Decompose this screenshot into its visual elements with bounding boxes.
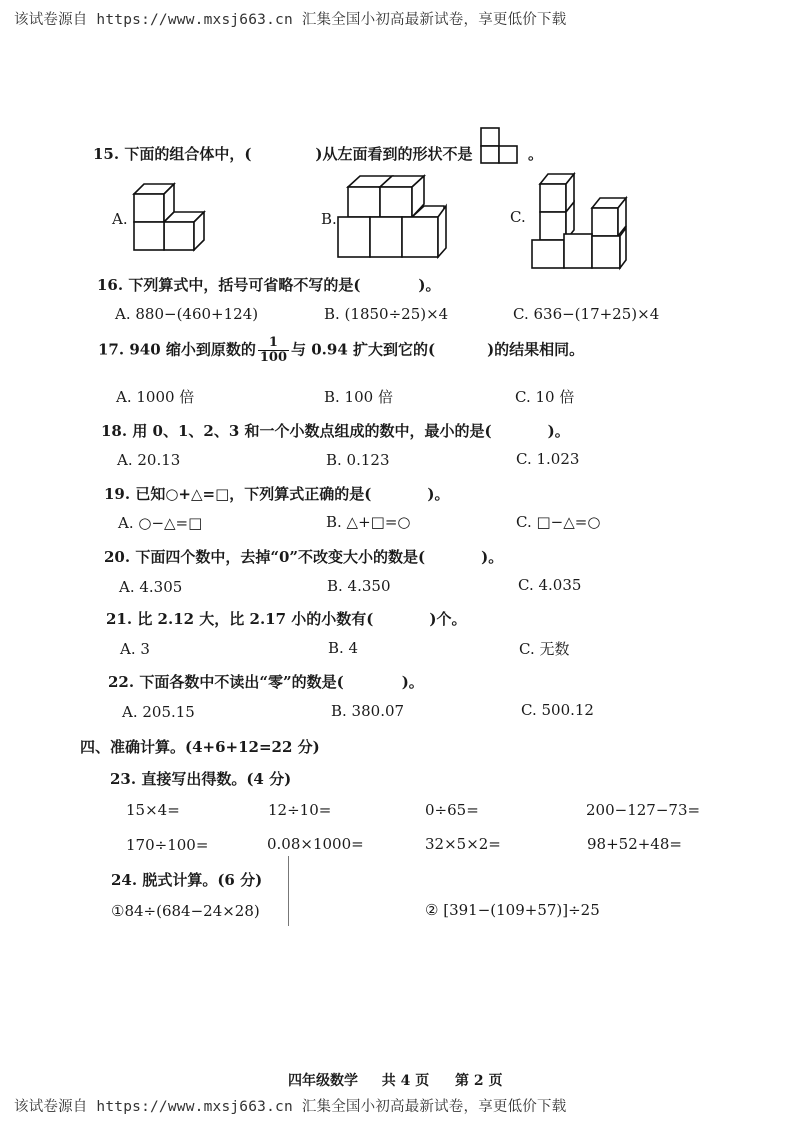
calc-item: 32×5×2= — [425, 835, 501, 853]
calc-item: 15×4= — [126, 801, 180, 819]
fraction-numerator: 1 — [258, 336, 289, 351]
question-20 — [104, 546, 503, 567]
q17-option-b: B. 100 倍 — [324, 388, 393, 406]
q16-option-b: B. (1850÷25)×4 — [324, 305, 449, 323]
q18-stem: 18. 用 0、1、2、3 和一个小数点组成的数中，最小的是( — [101, 422, 492, 440]
q15-option-b: B. — [321, 210, 337, 228]
q22-end: )。 — [401, 673, 424, 691]
q17-option-a: A. 1000 倍 — [116, 388, 195, 406]
q15-suffix: )从左面看到的形状不是 — [315, 145, 473, 163]
q20-end: )。 — [481, 548, 504, 566]
question-15 — [93, 143, 473, 164]
question-18 — [101, 420, 570, 441]
scan-artifact-line — [288, 856, 289, 926]
q17-prefix: 17. 940 缩小到原数的 — [98, 340, 256, 359]
q15-option-c: C. — [510, 208, 526, 226]
footer-page-number: 第 2 页 — [455, 1073, 503, 1089]
q22-stem: 22. 下面各数中不读出“零”的数是( — [108, 673, 344, 691]
question-21 — [106, 608, 466, 629]
q20-option-a: A. 4.305 — [119, 578, 183, 596]
q19-option-b: B. △+□=○ — [326, 513, 411, 531]
footer-watermark: 该试卷源自 https://www.mxsj663.cn 汇集全国小初高最新试卷，享更低价下载 — [14, 1099, 567, 1115]
q20-option-b: B. 4.350 — [327, 577, 391, 595]
figure-b-cube-assembly — [336, 172, 448, 262]
question-22 — [108, 671, 424, 692]
calc-item: 0.08×1000= — [267, 835, 364, 853]
q19-stem: 19. 已知○+△=□，下列算式正确的是( — [104, 485, 372, 503]
header-watermark: 该试卷源自 https://www.mxsj663.cn 汇集全国小初高最新试卷，享更低价下载 — [14, 12, 567, 28]
q22-option-c: C. 500.12 — [521, 701, 594, 719]
calc-expression-2: ② [391−(109+57)]÷25 — [425, 901, 600, 919]
question-23-title: 23. 直接写出得数。(4 分) — [110, 770, 292, 788]
q19-end: )。 — [427, 485, 450, 503]
q16-end: )。 — [418, 276, 441, 294]
q16-option-c: C. 636−(17+25)×4 — [513, 305, 660, 323]
q21-end: )个。 — [429, 610, 467, 628]
q17-end: )的结果相同。 — [487, 340, 585, 359]
calc-item: 98+52+48= — [587, 835, 682, 853]
calc-item: 0÷65= — [425, 801, 479, 819]
question-24-title: 24. 脱式计算。(6 分) — [111, 871, 263, 889]
left-view-shape-icon — [480, 127, 520, 165]
calc-item: 170÷100= — [126, 836, 209, 854]
q15-option-a: A. — [112, 210, 128, 228]
calc-expression-1: ①84÷(684−24×28) — [111, 902, 260, 920]
q15-prefix: 15. 下面的组合体中，( — [93, 145, 252, 163]
question-16 — [97, 274, 441, 295]
q21-option-b: B. 4 — [328, 639, 359, 657]
q17-option-c: C. 10 倍 — [515, 388, 575, 406]
q20-stem: 20. 下面四个数中，去掉“0”不改变大小的数是( — [104, 548, 426, 566]
question-19 — [104, 483, 449, 504]
q16-stem: 16. 下列算式中，括号可省略不写的是( — [97, 276, 361, 294]
page-footer — [288, 1070, 503, 1090]
q15-end: 。 — [528, 145, 544, 163]
q21-stem: 21. 比 2.12 大，比 2.17 小的小数有( — [106, 610, 374, 628]
q22-option-b: B. 380.07 — [331, 702, 405, 720]
question-17 — [98, 336, 584, 365]
footer-subject: 四年级数学 — [288, 1073, 358, 1089]
figure-c-cube-assembly — [530, 172, 634, 272]
q21-option-a: A. 3 — [120, 640, 150, 658]
q18-option-c: C. 1.023 — [516, 450, 580, 468]
q18-end: )。 — [547, 422, 570, 440]
q22-option-a: A. 205.15 — [122, 703, 195, 721]
fraction-denominator: 100 — [259, 350, 287, 365]
figure-a-cube-assembly — [124, 178, 210, 260]
q16-option-a: A. 880−(460+124) — [115, 305, 259, 323]
q19-option-a: A. ○−△=□ — [118, 514, 203, 532]
q17-middle: 与 0.94 扩大到它的( — [291, 340, 436, 359]
q19-option-c: C. □−△=○ — [516, 513, 601, 531]
section-4-heading: 四、准确计算。(4+6+12=22 分) — [80, 738, 320, 756]
footer-total-pages: 共 4 页 — [381, 1073, 430, 1089]
q21-option-c: C. 无数 — [519, 640, 570, 658]
calc-item: 200−127−73= — [586, 801, 701, 819]
fraction — [258, 336, 289, 365]
q18-option-b: B. 0.123 — [326, 451, 390, 469]
calc-item: 12÷10= — [268, 801, 332, 819]
q20-option-c: C. 4.035 — [518, 576, 582, 594]
q18-option-a: A. 20.13 — [117, 451, 181, 469]
